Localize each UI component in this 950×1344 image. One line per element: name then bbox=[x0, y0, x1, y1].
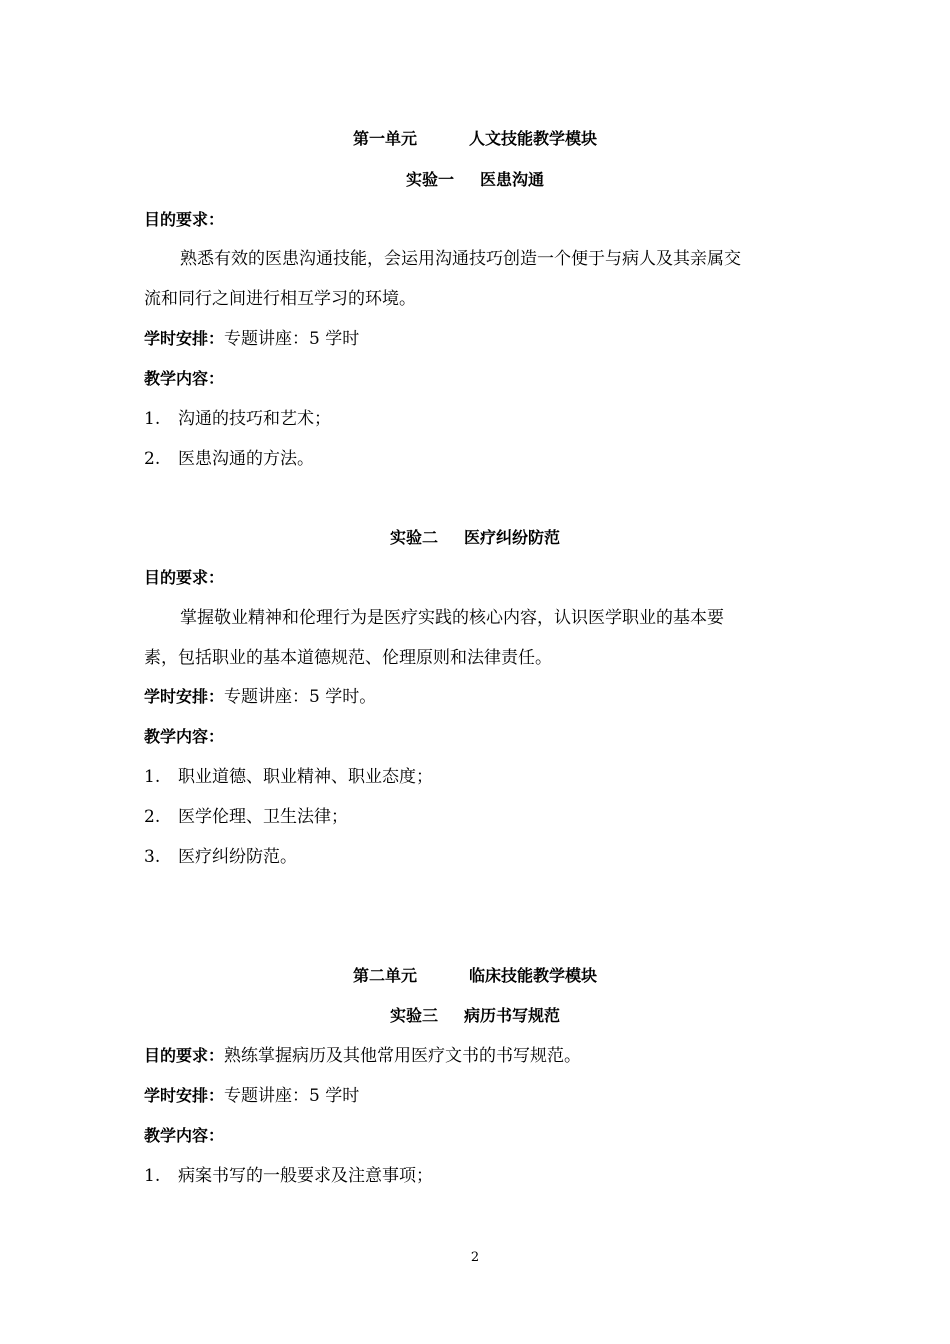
list-item bbox=[0, 766, 950, 788]
list-item-number: 1. bbox=[144, 409, 161, 429]
list-item bbox=[0, 448, 950, 470]
exp2-hours bbox=[144, 686, 376, 708]
exp1-objective-label: 目的要求： bbox=[144, 210, 225, 229]
exp2-objective-text-line1: 掌握敬业精神和伦理行为是医疗实践的核心内容，认识医学职业的基本要 bbox=[180, 608, 724, 628]
list-item-text: 职业道德、职业精神、职业态度； bbox=[178, 767, 433, 787]
exp1-objective-text-line2: 流和同行之间进行相互学习的环境。 bbox=[144, 289, 416, 309]
exp3-label: 实验三 bbox=[389, 1006, 438, 1025]
exp2-label: 实验二 bbox=[389, 528, 438, 547]
exp3-title: 病历书写规范 bbox=[464, 1006, 561, 1025]
page-number: 2 bbox=[470, 1250, 480, 1265]
list-item-text: 医学伦理、卫生法律； bbox=[178, 807, 348, 827]
list-item bbox=[0, 806, 950, 828]
list-item-number: 3. bbox=[144, 847, 161, 867]
unit1-label: 第一单元 bbox=[352, 129, 417, 148]
list-item-text: 沟通的技巧和艺术； bbox=[178, 409, 331, 429]
exp2-objective-text-line2: 素，包括职业的基本道德规范、伦理原则和法律责任。 bbox=[144, 648, 552, 668]
exp3-heading bbox=[0, 1005, 950, 1027]
exp2-heading bbox=[0, 527, 950, 549]
exp3-objective-label: 目的要求： bbox=[144, 1046, 225, 1065]
exp1-hours bbox=[144, 328, 359, 350]
exp2-title: 医疗纠纷防范 bbox=[464, 528, 561, 547]
exp1-objective-text-line1: 熟悉有效的医患沟通技能，会运用沟通技巧创造一个便于与病人及其亲属交 bbox=[180, 249, 741, 269]
exp3-hours-text: 专题讲座：5 学时 bbox=[224, 1086, 360, 1106]
list-item-number: 1. bbox=[144, 1166, 161, 1186]
exp3-objective bbox=[144, 1045, 581, 1067]
unit2-heading bbox=[0, 965, 950, 987]
list-item-number: 2. bbox=[144, 449, 161, 469]
list-item-number: 1. bbox=[144, 767, 161, 787]
exp2-content-label: 教学内容： bbox=[144, 727, 225, 746]
exp1-title: 医患沟通 bbox=[480, 170, 545, 189]
exp1-hours-text: 专题讲座：5 学时 bbox=[224, 329, 360, 349]
exp3-objective-text: 熟练掌握病历及其他常用医疗文书的书写规范。 bbox=[224, 1046, 582, 1066]
list-item-text: 医疗纠纷防范。 bbox=[178, 847, 297, 867]
unit2-title: 临床技能教学模块 bbox=[469, 966, 598, 985]
exp1-hours-label: 学时安排： bbox=[144, 329, 225, 348]
exp1-label: 实验一 bbox=[405, 170, 454, 189]
exp3-hours bbox=[144, 1085, 359, 1107]
list-item bbox=[0, 846, 950, 868]
list-item bbox=[0, 408, 950, 430]
unit2-label: 第二单元 bbox=[352, 966, 417, 985]
exp1-heading bbox=[0, 169, 950, 191]
list-item-text: 医患沟通的方法。 bbox=[178, 449, 314, 469]
unit1-title: 人文技能教学模块 bbox=[469, 129, 598, 148]
list-item bbox=[0, 1165, 950, 1187]
exp2-hours-label: 学时安排： bbox=[144, 687, 225, 706]
exp2-objective-label: 目的要求： bbox=[144, 568, 225, 587]
unit1-heading bbox=[0, 128, 950, 150]
exp3-hours-label: 学时安排： bbox=[144, 1086, 225, 1105]
exp2-hours-text: 专题讲座：5 学时。 bbox=[224, 687, 377, 707]
exp3-content-label: 教学内容： bbox=[144, 1126, 225, 1145]
list-item-text: 病案书写的一般要求及注意事项； bbox=[178, 1166, 433, 1186]
list-item-number: 2. bbox=[144, 807, 161, 827]
exp1-content-label: 教学内容： bbox=[144, 369, 225, 388]
